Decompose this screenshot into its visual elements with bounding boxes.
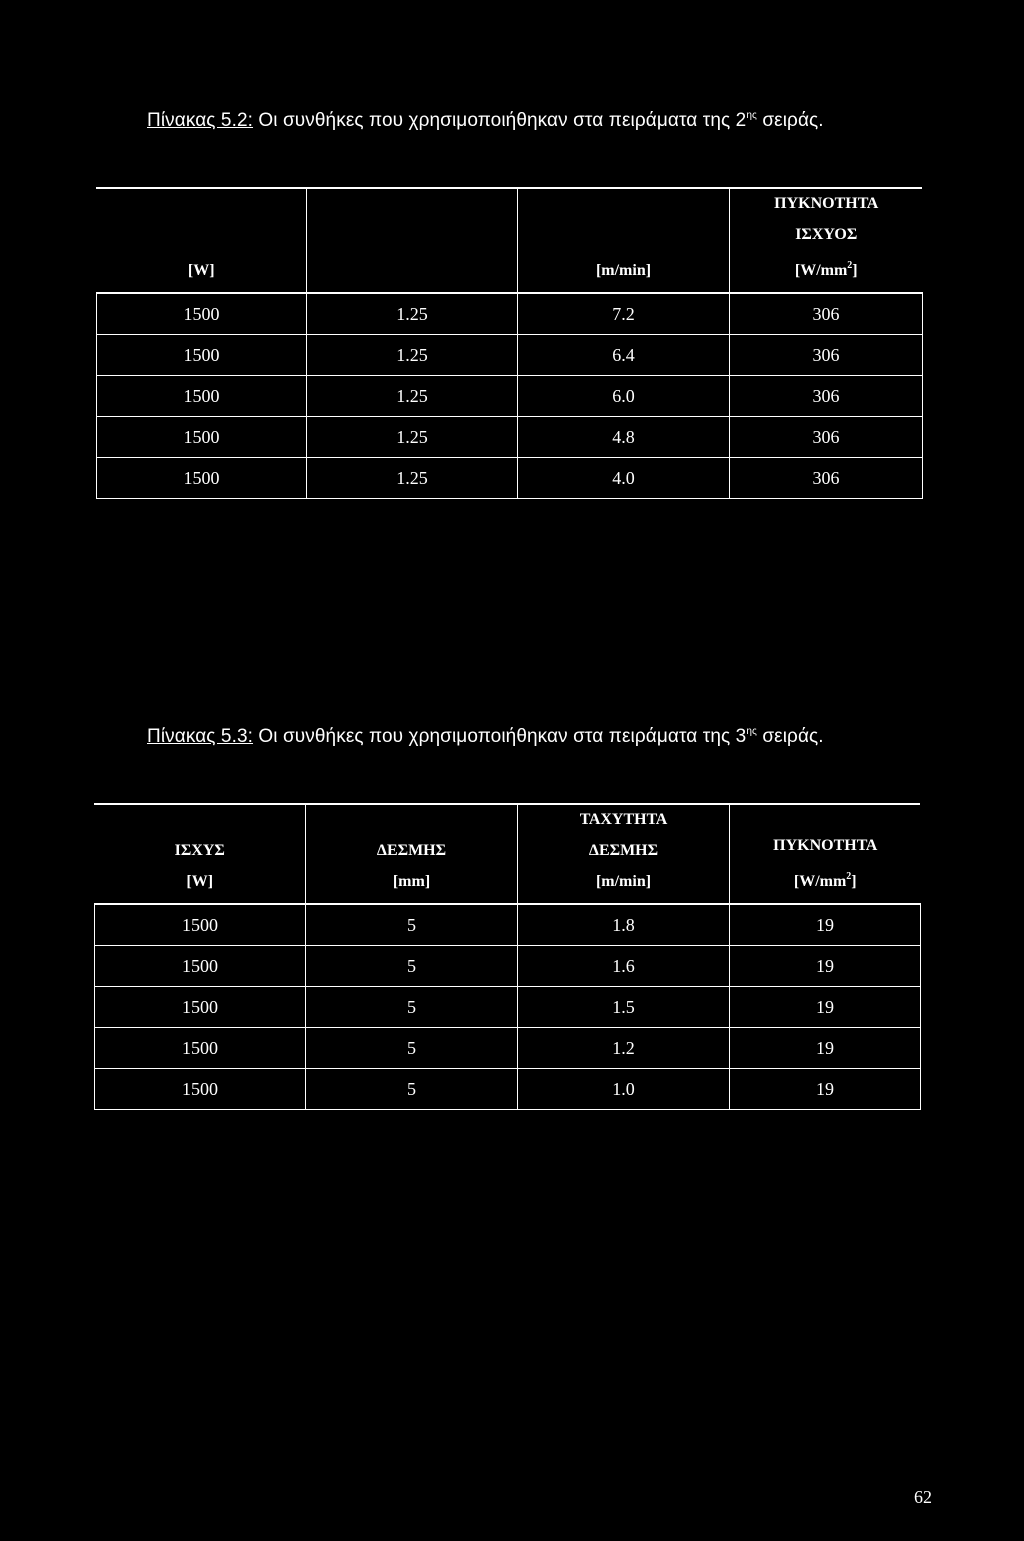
cell-beam: 5 <box>306 987 518 1028</box>
cell-density: 306 <box>730 417 923 458</box>
caption-text: Οι συνθήκες που χρησιμοποιήθηκαν στα πειράματα της 2 <box>253 110 747 131</box>
cell-beam: 5 <box>306 946 518 987</box>
header-line1: ΠΥΚΝΟΤΗΤΑ <box>774 195 879 212</box>
table-row <box>97 293 923 335</box>
cell-density: 19 <box>730 1028 921 1069</box>
header-unit: [m/min] <box>595 873 652 890</box>
cell-beam: 5 <box>306 1069 518 1110</box>
header-speed <box>518 188 730 293</box>
cell-col2: 1.25 <box>307 458 518 499</box>
header-column-2 <box>307 188 518 293</box>
cell-beam: 5 <box>306 1028 518 1069</box>
caption-end: σειράς. <box>756 726 824 747</box>
table-row <box>95 1069 921 1110</box>
cell-power: 1500 <box>95 1069 306 1110</box>
cell-col2: 1.25 <box>307 376 518 417</box>
table-row <box>95 904 921 946</box>
table-row <box>97 458 923 499</box>
caption-superscript: ης <box>746 110 757 121</box>
caption-text: Οι συνθήκες που χρησιμοποιήθηκαν στα πειράματα της 3 <box>253 726 747 747</box>
cell-col2: 1.25 <box>307 293 518 335</box>
cell-power: 1500 <box>95 946 306 987</box>
cell-beam: 5 <box>306 904 518 946</box>
cell-density: 306 <box>730 376 923 417</box>
cell-density: 19 <box>730 987 921 1028</box>
header-power-density <box>730 188 923 293</box>
cell-density: 19 <box>730 946 921 987</box>
table-row <box>95 1028 921 1069</box>
header-unit: [mm] <box>392 873 431 890</box>
header-beam-speed <box>518 804 730 904</box>
cell-power: 1500 <box>97 376 307 417</box>
caption-label: Πίνακας 5.2: <box>147 110 254 131</box>
table-header-row <box>95 804 921 904</box>
cell-power: 1500 <box>97 458 307 499</box>
cell-speed: 6.0 <box>518 376 730 417</box>
cell-speed: 4.0 <box>518 458 730 499</box>
cell-density: 19 <box>730 1069 921 1110</box>
cell-power: 1500 <box>95 904 306 946</box>
cell-power: 1500 <box>97 293 307 335</box>
header-unit: [W] <box>187 262 215 279</box>
header-power-density <box>730 804 921 904</box>
cell-power: 1500 <box>97 335 307 376</box>
header-line1: ΤΑΧΥΤΗΤΑ <box>579 811 668 828</box>
cell-speed: 6.4 <box>518 335 730 376</box>
header-line1: ΙΣΧΥΣ <box>174 842 225 859</box>
header-power <box>95 804 306 904</box>
cell-power: 1500 <box>95 1028 306 1069</box>
cell-speed: 7.2 <box>518 293 730 335</box>
cell-density: 306 <box>730 293 923 335</box>
table-row <box>97 335 923 376</box>
cell-col2: 1.25 <box>307 417 518 458</box>
cell-speed: 4.8 <box>518 417 730 458</box>
cell-speed: 1.2 <box>518 1028 730 1069</box>
cell-speed: 1.8 <box>518 904 730 946</box>
cell-density: 306 <box>730 335 923 376</box>
cell-speed: 1.5 <box>518 987 730 1028</box>
table-row <box>97 417 923 458</box>
caption-label: Πίνακας 5.3: <box>147 726 254 747</box>
page-number: 62 <box>914 1487 932 1507</box>
header-line2: ΔΕΣΜΗΣ <box>376 842 447 859</box>
header-unit: $[W/mm^2]$ <box>793 871 857 890</box>
header-unit: $[W/mm^2]$ <box>794 260 858 279</box>
cell-col2: 1.25 <box>307 335 518 376</box>
cell-density: 19 <box>730 904 921 946</box>
cell-power: 1500 <box>97 417 307 458</box>
table-caption-5-3 <box>147 726 824 748</box>
table-row <box>97 376 923 417</box>
cell-density: 306 <box>730 458 923 499</box>
cell-speed: 1.6 <box>518 946 730 987</box>
conditions-table-series-3 <box>94 804 921 1110</box>
caption-superscript: ης <box>746 726 757 737</box>
cell-speed: 1.0 <box>518 1069 730 1110</box>
header-power <box>97 188 307 293</box>
table-header-row <box>97 188 923 293</box>
header-line2: ΙΣΧΥΟΣ <box>795 226 858 243</box>
table-row <box>95 946 921 987</box>
header-beam-size <box>306 804 518 904</box>
cell-power: 1500 <box>95 987 306 1028</box>
table-row <box>95 987 921 1028</box>
table-caption-5-2 <box>147 110 824 132</box>
header-line2: ΔΕΣΜΗΣ <box>588 842 659 859</box>
header-unit: [m/min] <box>595 262 652 279</box>
caption-end: σειράς. <box>756 110 824 131</box>
header-line1: ΠΥΚΝΟΤΗΤΑ <box>773 837 878 854</box>
conditions-table-series-2 <box>96 188 923 499</box>
header-unit: [W] <box>186 873 214 890</box>
